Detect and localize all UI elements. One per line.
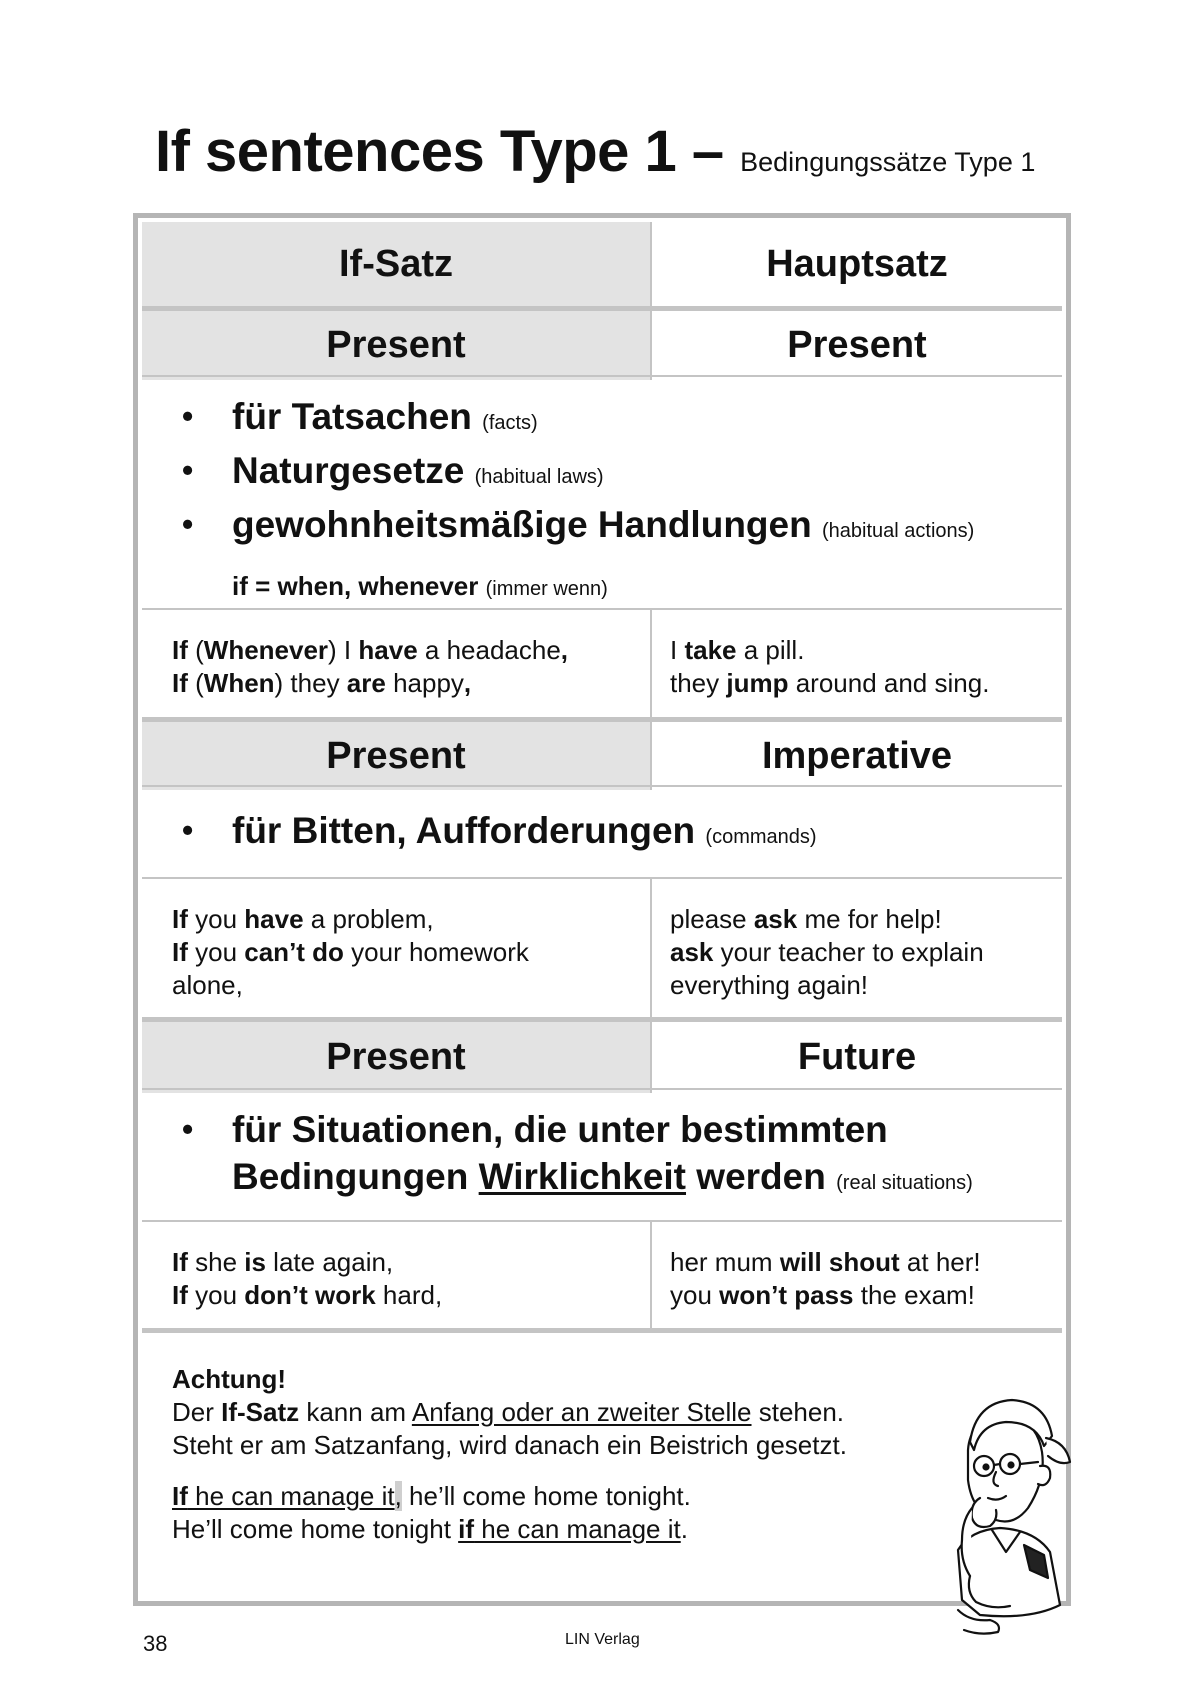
title-main: If sentences Type 1 – bbox=[155, 119, 724, 184]
section1-tense-row bbox=[142, 306, 1062, 380]
section1-usage bbox=[142, 375, 1062, 610]
grammar-table bbox=[133, 213, 1071, 1606]
section3-if-clauses: If she is late again, If you don’t work hard, bbox=[142, 1222, 652, 1330]
section1-examples bbox=[142, 608, 1062, 719]
section2-if-clauses: If you have a problem, If you can’t do your homework alone, bbox=[142, 879, 652, 1019]
header-row bbox=[142, 222, 1062, 306]
page-number: 38 bbox=[143, 1631, 168, 1656]
section1-main-clauses: I take a pill. they jump around and sing. bbox=[670, 635, 990, 698]
achtung-line2: Steht er am Satzanfang, wird danach ein Beistrich gesetzt. bbox=[172, 1430, 847, 1460]
section2-right-tense: Imperative bbox=[761, 734, 953, 777]
list-item: • Naturgesetze (habitual laws) bbox=[182, 447, 1062, 501]
section3-left-tense: Present bbox=[142, 1022, 652, 1093]
achtung-example2: He’ll come home tonight if he can manage it. bbox=[172, 1514, 688, 1544]
section2-left-tense: Present bbox=[142, 722, 652, 790]
achtung-box bbox=[142, 1328, 1062, 1597]
section1-if-clauses: If (Whenever) I have a headache, If (When) they are happy, bbox=[142, 610, 652, 719]
list-item: • für Tatsachen (facts) bbox=[182, 393, 1062, 447]
section3-examples bbox=[142, 1220, 1062, 1330]
thinking-boy-icon bbox=[940, 1380, 1080, 1640]
header-hauptsatz: Hauptsatz bbox=[766, 242, 948, 285]
if-equals-when: if = when, whenever (immer wenn) bbox=[232, 571, 608, 601]
section3-right-tense: Future bbox=[797, 1036, 917, 1078]
section2-main-clauses: please ask me for help! ask your teacher to explain everything again! bbox=[670, 904, 984, 1000]
list-item: • für Bitten, Aufforderungen (commands) bbox=[182, 807, 1062, 861]
achtung-line1: Der If-Satz kann am Anfang oder an zweiter Stelle stehen. bbox=[172, 1397, 845, 1427]
section1-left-tense: Present bbox=[142, 311, 652, 380]
section3-usage bbox=[142, 1088, 1062, 1222]
section2-tense-row bbox=[142, 717, 1062, 790]
header-if-satz: If-Satz bbox=[142, 222, 652, 306]
publisher: LIN Verlag bbox=[565, 1631, 640, 1648]
page-title bbox=[155, 118, 1035, 185]
section2-usage bbox=[142, 785, 1062, 879]
title-sub: Bedingungssätze Type 1 bbox=[740, 147, 1036, 177]
section1-right-tense: Present bbox=[787, 324, 927, 366]
achtung-title: Achtung! bbox=[172, 1364, 287, 1394]
list-item: • für Situationen, die unter bestimmten Bedingungen Wirklichkeit werden (real situations) bbox=[182, 1106, 1062, 1207]
section3-main-clauses: her mum will shout at her! you won’t pass the exam! bbox=[670, 1247, 981, 1310]
achtung-example1: If he can manage it, he’ll come home tonight. bbox=[172, 1481, 691, 1511]
list-item: • gewohnheitsmäßige Handlungen (habitual actions) bbox=[182, 501, 1062, 555]
section2-examples bbox=[142, 877, 1062, 1019]
section3-tense-row bbox=[142, 1017, 1062, 1093]
